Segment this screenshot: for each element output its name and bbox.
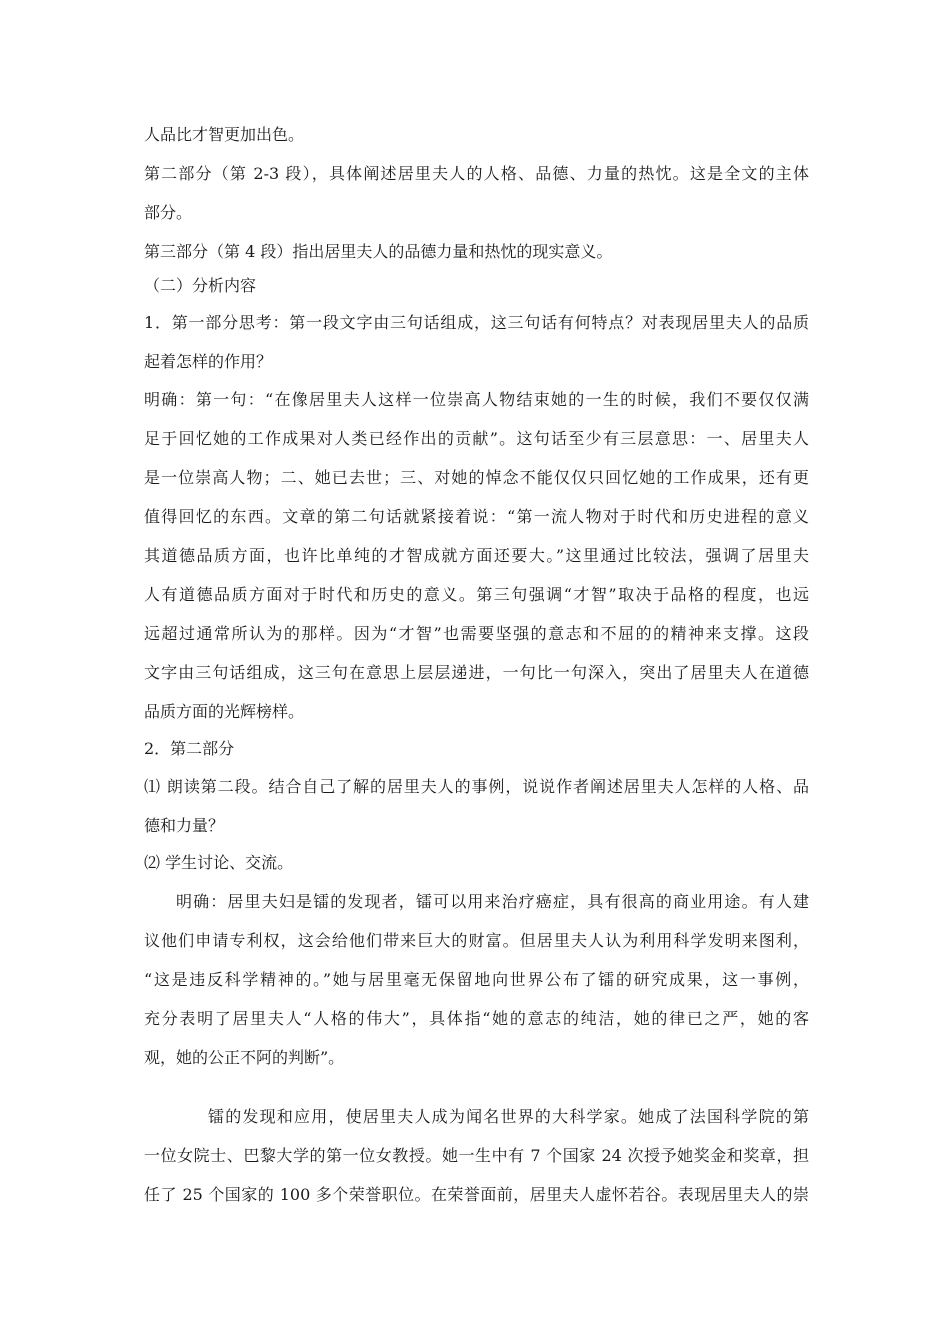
text-line: 镭的发现和应用，使居里夫人成为闻名世界的大科学家。她成了法国科学院的第 xyxy=(208,1107,809,1126)
text-line: 观，她的公正不阿的判断”。 xyxy=(144,1048,345,1067)
text-line: 起着怎样的作用？ xyxy=(144,352,273,371)
text-line: 德和力量？ xyxy=(144,816,225,835)
text-line: 充分表明了居里夫人“人格的伟大”，具体指“她的意志的纯洁，她的律已之严，她的客 xyxy=(144,1009,809,1028)
text-line: 其道德品质方面，也许比单纯的才智成就方面还要大。”这里通过比较法，强调了居里夫 xyxy=(144,546,809,565)
text-line: 是一位崇高人物；二、她已去世；三、对她的悼念不能仅仅只回忆她的工作成果，还有更 xyxy=(144,468,809,487)
text-line: 第二部分（第 2-3 段），具体阐述居里夫人的人格、品德、力量的热忱。这是全文的主体 xyxy=(144,164,809,183)
text-line: 部分。 xyxy=(144,203,193,222)
text-line: 1．第一部分思考：第一段文字由三句话组成，这三句话有何特点？对表现居里夫人的品质 xyxy=(144,313,809,332)
text-line: 足于回忆她的工作成果对人类已经作出的贡献”。这句话至少有三层意思：一、居里夫人 xyxy=(144,429,809,448)
text-line: 一位女院士、巴黎大学的第一位女教授。她一生中有 7 个国家 24 次授予她奖金和奖章，担 xyxy=(144,1146,809,1165)
text-line: “这是违反科学精神的。”她与居里毫无保留地向世界公布了镭的研究成果，这一事例， xyxy=(144,970,809,989)
text-line: 值得回忆的东西。文章的第二句话就紧接着说：“第一流人物对于时代和历史进程的意义 xyxy=(144,507,809,526)
text-line: ⑴ 朗读第二段。结合自己了解的居里夫人的事例，说说作者阐述居里夫人怎样的人格、品 xyxy=(144,777,809,796)
text-line: 任了 25 个国家的 100 多个荣誉职位。在荣誉面前，居里夫人虚怀若谷。表现居里夫人的崇 xyxy=(144,1185,809,1204)
section-heading: 2．第二部分 xyxy=(144,739,235,758)
text-line: 品质方面的光辉榜样。 xyxy=(144,702,305,721)
text-line: 文字由三句话组成，这三句在意思上层层递进，一句比一句深入，突出了居里夫人在道德 xyxy=(144,663,809,682)
text-line: 第三部分（第 4 段）指出居里夫人的品德力量和热忱的现实意义。 xyxy=(144,242,613,261)
text-line: 明确：居里夫妇是镭的发现者，镭可以用来治疗癌症，具有很高的商业用途。有人建 xyxy=(176,892,809,911)
text-line: 人品比才智更加出色。 xyxy=(144,125,305,144)
text-line: ⑵ 学生讨论、交流。 xyxy=(144,853,294,872)
text-line: 明确：第一句：“在像居里夫人这样一位崇高人物结束她的一生的时候，我们不要仅仅满 xyxy=(144,390,809,409)
section-heading: （二）分析内容 xyxy=(144,276,257,295)
text-line: 议他们申请专利权，这会给他们带来巨大的财富。但居里夫人认为利用科学发明来图利， xyxy=(144,931,809,950)
text-line: 人有道德品质方面对于时代和历史的意义。第三句强调“才智”取决于品格的程度，也远 xyxy=(144,585,809,604)
text-line: 远超过通常所认为的那样。因为“才智”也需要坚强的意志和不屈的的精神来支撑。这段 xyxy=(144,624,809,643)
